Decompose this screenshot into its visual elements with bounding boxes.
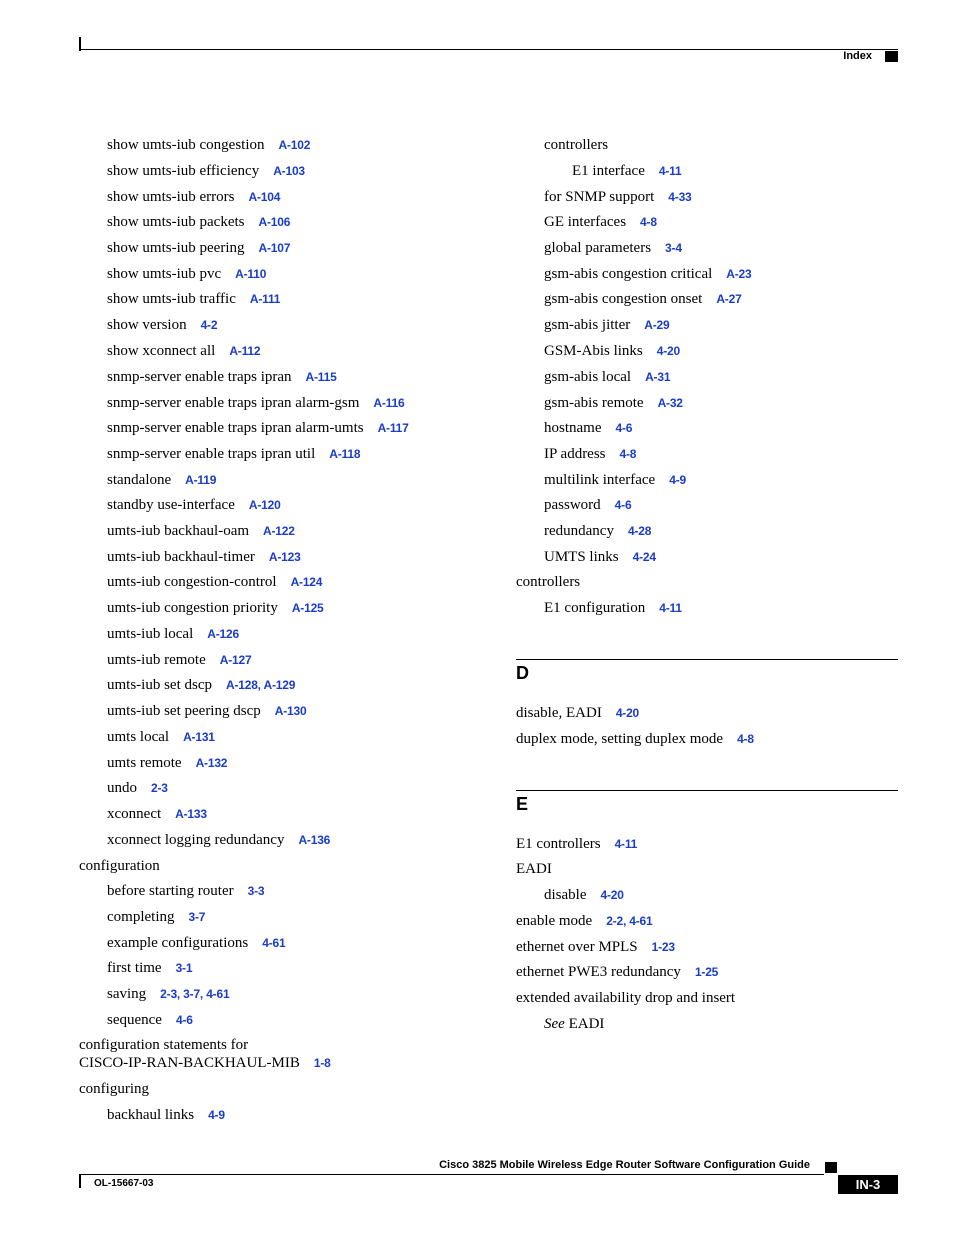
list-item [107, 496, 281, 514]
list-item [516, 573, 580, 591]
entry-term: umts-iub backhaul-timer [107, 549, 255, 565]
entry-term: standby use-interface [107, 497, 235, 513]
entry-term: disable, EADI [516, 705, 602, 721]
header-label: Index [843, 50, 872, 62]
header-tab-block [885, 51, 898, 62]
entry-term: global parameters [544, 240, 652, 256]
list-item [516, 835, 637, 853]
list-item [544, 265, 752, 283]
list-item [107, 625, 239, 643]
footer-guide-title: Cisco 3825 Mobile Wireless Edge Router Software Configuration Guide [439, 1159, 810, 1171]
list-item [107, 213, 290, 231]
entry-term: standalone [107, 472, 172, 488]
page-ref-link[interactable]: A-127 [219, 653, 252, 667]
entry-term: controllers [516, 574, 581, 590]
page-ref-link[interactable]: 3-4 [665, 241, 682, 255]
page-ref-link[interactable]: 1-23 [651, 940, 675, 954]
list-item [107, 445, 360, 463]
page-ref-link[interactable]: 2-2, 4-61 [606, 914, 653, 928]
entry-term: E1 configuration [544, 600, 646, 616]
entry-term: show umts-iub errors [107, 189, 235, 205]
list-item [544, 394, 683, 412]
entry-term: umts-iub set dscp [107, 677, 212, 693]
list-item [107, 471, 216, 489]
entry-term: duplex mode, setting duplex mode [516, 731, 724, 747]
see-reference-label: See [544, 1016, 565, 1032]
page-ref-link[interactable]: 1-8 [313, 1056, 331, 1070]
list-item [107, 239, 290, 257]
page-ref-link[interactable]: A-110 [235, 267, 267, 281]
page-ref-link[interactable]: 4-11 [658, 164, 682, 178]
list-item [544, 599, 682, 617]
entry-term: IP address [544, 446, 606, 462]
page-ref-link[interactable]: A-136 [298, 833, 331, 847]
list-item [107, 419, 409, 437]
page-ref-link[interactable]: 4-6 [615, 421, 633, 435]
list-item [516, 938, 675, 956]
list-item [516, 989, 735, 1007]
entry-term: example configurations [107, 935, 249, 951]
page-ref-link[interactable]: A-120 [248, 498, 281, 512]
list-item [107, 265, 266, 283]
page-ref-link[interactable]: 4-2 [200, 318, 218, 332]
footer-doc-number: OL-15667-03 [94, 1178, 154, 1189]
entry-term: show umts-iub congestion [107, 137, 265, 153]
list-item [544, 368, 670, 386]
list-item [79, 1080, 149, 1098]
list-item [516, 963, 718, 981]
list-item [107, 162, 305, 180]
list-item [516, 704, 639, 722]
section-e-rule [516, 790, 898, 791]
page-ref-link[interactable]: 4-8 [737, 732, 754, 746]
list-item [107, 805, 207, 823]
list-item [544, 522, 651, 540]
list-item [107, 1011, 193, 1029]
list-item [544, 290, 742, 308]
entry-term: multilink interface [544, 472, 656, 488]
page-ref-link[interactable]: 4-6 [175, 1013, 193, 1027]
list-item [516, 912, 652, 930]
list-item [544, 1015, 604, 1033]
list-item [107, 651, 251, 669]
entry-term: show version [107, 317, 187, 333]
page-ref-link[interactable]: A-119 [185, 473, 217, 487]
entry-term: show xconnect all [107, 343, 216, 359]
page-ref-link[interactable]: A-112 [229, 344, 261, 358]
entry-term: snmp-server enable traps ipran alarm-umts [107, 420, 364, 436]
entry-term: umts-iub congestion priority [107, 600, 278, 616]
page-ref-link[interactable]: A-132 [195, 756, 228, 770]
list-item [107, 882, 264, 900]
page-ref-link[interactable]: A-102 [278, 138, 311, 152]
page-ref-link[interactable]: A-32 [657, 396, 683, 410]
page-ref-link[interactable]: A-106 [258, 215, 291, 229]
entry-term: ethernet over MPLS [516, 939, 638, 955]
entry-term: UMTS links [544, 549, 619, 565]
entry-term: sequence [107, 1012, 162, 1028]
list-item [107, 934, 285, 952]
page-ref-link[interactable]: A-124 [290, 575, 323, 589]
page-ref-link[interactable]: A-125 [291, 601, 324, 615]
entry-term: E1 controllers [516, 836, 601, 852]
page-ref-link[interactable]: 4-11 [659, 601, 682, 615]
page-ref-link[interactable]: A-104 [248, 190, 281, 204]
list-item [107, 342, 260, 360]
entry-term: show umts-iub packets [107, 214, 245, 230]
entry-term: umts-iub set peering dscp [107, 703, 261, 719]
entry-term: umts local [107, 729, 170, 745]
entry-term: hostname [544, 420, 602, 436]
entry-term: E1 interface [572, 163, 645, 179]
list-item [107, 754, 227, 772]
list-item [107, 316, 217, 334]
entry-term: saving [107, 986, 147, 1002]
page-ref-link[interactable]: 2-3 [151, 781, 168, 795]
page-ref-link[interactable]: A-131 [183, 730, 215, 744]
list-item [107, 779, 168, 797]
page-ref-link[interactable]: A-133 [175, 807, 207, 821]
page-ref-link[interactable]: A-117 [377, 421, 409, 435]
page-ref-link[interactable]: 4-20 [600, 888, 624, 902]
page-ref-link[interactable]: 4-9 [208, 1108, 225, 1122]
entry-term: snmp-server enable traps ipran util [107, 446, 316, 462]
entry-term: configuration statements for [79, 1037, 249, 1053]
page-ref-link[interactable]: 4-24 [632, 550, 656, 564]
entry-term: configuration [79, 858, 160, 874]
page-ref-link[interactable]: 4-28 [627, 524, 652, 538]
list-item [107, 290, 280, 308]
entry-term: backhaul links [107, 1107, 195, 1123]
list-item [544, 548, 656, 566]
list-item [544, 188, 692, 206]
entry-term: controllers [544, 137, 609, 153]
page-ref-link[interactable]: 2-3, 3-7, 4-61 [160, 987, 230, 1001]
entry-term: EADI [516, 861, 552, 877]
page-ref-link[interactable]: A-126 [207, 627, 239, 641]
section-d-rule [516, 659, 898, 660]
entry-term: extended availability drop and insert [516, 990, 736, 1006]
page-ref-link[interactable]: 4-9 [669, 473, 686, 487]
entry-term: xconnect [107, 806, 162, 822]
entry-term: show umts-iub efficiency [107, 163, 260, 179]
page-ref-link[interactable]: 1-25 [694, 965, 719, 979]
list-item [107, 1106, 225, 1124]
entry-term: configuring [79, 1081, 149, 1097]
page-ref-link[interactable]: 3-1 [175, 961, 193, 975]
page-ref-link[interactable]: A-103 [273, 164, 305, 178]
list-item [79, 857, 160, 875]
page-ref-link[interactable]: 4-33 [668, 190, 692, 204]
page-ref-link[interactable]: 4-61 [262, 936, 286, 950]
page-ref-link[interactable]: A-118 [329, 447, 361, 461]
page-ref-link[interactable]: A-27 [716, 292, 742, 306]
entry-term: gsm-abis congestion onset [544, 291, 703, 307]
list-item [107, 573, 322, 591]
entry-term: first time [107, 960, 162, 976]
page-ref-link[interactable]: 3-3 [247, 884, 265, 898]
list-item [107, 702, 306, 720]
entry-term: umts remote [107, 755, 182, 771]
list-item [107, 985, 229, 1003]
header-rule [79, 49, 898, 50]
list-item [544, 136, 608, 154]
entry-term: completing [107, 909, 175, 925]
section-heading-e: E [516, 794, 529, 814]
page-ref-link[interactable]: 3-7 [188, 910, 206, 924]
page-ref-link[interactable]: A-29 [644, 318, 670, 332]
entry-term: umts-iub local [107, 626, 194, 642]
list-item [107, 831, 330, 849]
list-item [107, 599, 324, 617]
page-ref-link[interactable]: A-130 [274, 704, 307, 718]
entry-term: show umts-iub traffic [107, 291, 236, 307]
list-item [544, 496, 631, 514]
entry-term: before starting router [107, 883, 234, 899]
footer-corner-mark [79, 1175, 81, 1188]
entry-term: undo [107, 780, 137, 796]
list-item [544, 419, 632, 437]
cross-reference-link[interactable]: EADI [568, 1016, 605, 1032]
list-item [107, 136, 310, 154]
list-item [572, 162, 681, 180]
list-item [544, 239, 682, 257]
footer-rule [79, 1174, 824, 1175]
entry-term: password [544, 497, 601, 513]
list-item [544, 342, 680, 360]
list-item [107, 188, 280, 206]
entry-term: CISCO-IP-RAN-BACKHAUL-MIB [79, 1055, 300, 1071]
list-item [79, 1036, 248, 1054]
entry-term: ethernet PWE3 redundancy [516, 964, 681, 980]
page-ref-link[interactable]: 4-8 [640, 215, 657, 229]
entry-term: for SNMP support [544, 189, 655, 205]
list-item [107, 959, 192, 977]
page-number: IN-3 [838, 1175, 898, 1194]
page-ref-link[interactable]: A-123 [268, 550, 301, 564]
page-ref-link[interactable]: A-111 [249, 292, 281, 306]
page-ref-link[interactable]: A-122 [263, 524, 295, 538]
entry-term: disable [544, 887, 587, 903]
list-item [544, 886, 624, 904]
page-ref-link[interactable]: 4-20 [656, 344, 680, 358]
entry-term: GSM-Abis links [544, 343, 643, 359]
page-ref-link[interactable]: 4-20 [615, 706, 640, 720]
entry-term: xconnect logging redundancy [107, 832, 285, 848]
list-item [107, 676, 295, 694]
list-item [79, 1054, 331, 1072]
page-ref-link[interactable]: A-31 [645, 370, 671, 384]
list-item [544, 445, 636, 463]
list-item [107, 548, 301, 566]
page-ref-link[interactable]: A-107 [258, 241, 291, 255]
footer-block [825, 1162, 837, 1173]
entry-term: enable mode [516, 913, 593, 929]
page-ref-link[interactable]: A-116 [373, 396, 405, 410]
entry-term: gsm-abis congestion critical [544, 266, 713, 282]
list-item [107, 394, 404, 412]
list-item [516, 860, 552, 878]
entry-term: umts-iub backhaul-oam [107, 523, 250, 539]
entry-term: gsm-abis remote [544, 395, 644, 411]
list-item [107, 728, 215, 746]
list-item [544, 471, 686, 489]
entry-term: gsm-abis local [544, 369, 632, 385]
entry-term: redundancy [544, 523, 614, 539]
entry-term: show umts-iub peering [107, 240, 245, 256]
page-ref-link[interactable]: 4-6 [614, 498, 632, 512]
list-item [516, 730, 754, 748]
entry-term: gsm-abis jitter [544, 317, 631, 333]
list-item [107, 908, 205, 926]
page-ref-link[interactable]: A-128, A-129 [226, 678, 296, 692]
section-heading-d: D [516, 663, 529, 683]
entry-term: show umts-iub pvc [107, 266, 222, 282]
page-ref-link[interactable]: 4-11 [614, 837, 638, 851]
entry-term: umts-iub remote [107, 652, 206, 668]
entry-term: snmp-server enable traps ipran [107, 369, 292, 385]
page-ref-link[interactable]: A-23 [726, 267, 752, 281]
entry-term: snmp-server enable traps ipran alarm-gsm [107, 395, 360, 411]
list-item [544, 316, 669, 334]
list-item [107, 368, 337, 386]
entry-term: GE interfaces [544, 214, 627, 230]
entry-term: umts-iub congestion-control [107, 574, 277, 590]
page-ref-link[interactable]: 4-8 [619, 447, 637, 461]
list-item [544, 213, 657, 231]
list-item [107, 522, 295, 540]
page-ref-link[interactable]: A-115 [305, 370, 337, 384]
